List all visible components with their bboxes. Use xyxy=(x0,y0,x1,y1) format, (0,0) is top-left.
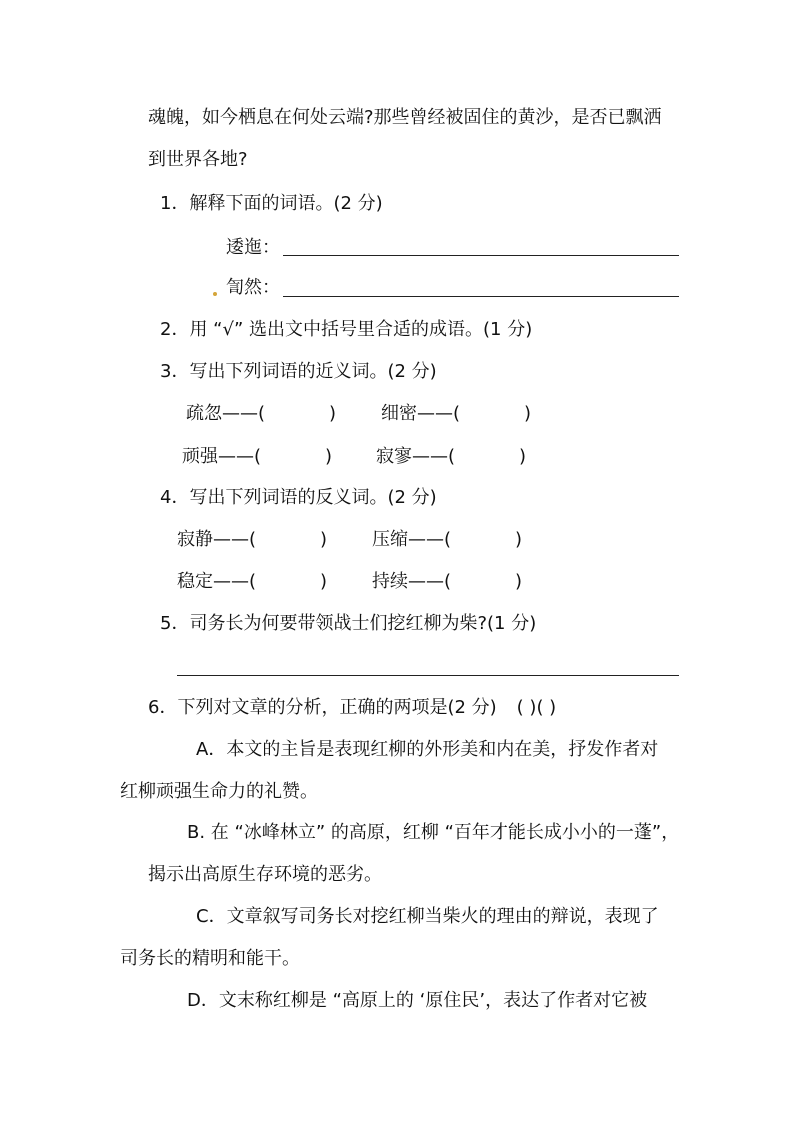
option-a-line-1: A．本文的主旨是表现红柳的外形美和内在美，抒发作者对 xyxy=(196,739,659,760)
question-2-label: 2．用 “√” 选出文中括号里合适的成语。(1 分) xyxy=(160,319,533,340)
passage-line-2: 到世界各地? xyxy=(148,149,248,170)
option-b-line-2: 揭示出高原生存环境的恶劣。 xyxy=(148,864,382,885)
passage-line-1: 魂魄，如今栖息在何处云端?那些曾经被固住的黄沙，是否已飘洒 xyxy=(148,107,662,128)
synonym-item-1: 疏忽——( ) xyxy=(186,403,337,424)
term-label-2: 訇然： xyxy=(226,277,280,298)
synonym-item-4: 寂寥——( ) xyxy=(376,446,527,467)
answer-line-term-1[interactable] xyxy=(283,255,679,256)
answer-line-question-5[interactable] xyxy=(177,675,679,676)
bullet-dot-icon xyxy=(213,292,217,296)
question-3-label: 3．写出下列词语的近义词。(2 分) xyxy=(160,361,437,382)
option-c-line-1: C．文章叙写司务长对挖红柳当柴火的理由的辩说，表现了 xyxy=(196,906,659,927)
option-a-line-2: 红柳顽强生命力的礼赞。 xyxy=(120,781,318,802)
option-c-line-2: 司务长的精明和能干。 xyxy=(120,948,300,969)
question-4-label: 4．写出下列词语的反义词。(2 分) xyxy=(160,487,437,508)
option-b-line-1: B. 在 “冰峰林立” 的高原，红柳 “百年才能长成小小的一蓬”， xyxy=(187,822,680,843)
antonym-item-1: 寂静——( ) xyxy=(177,529,328,550)
question-6-label: 6．下列对文章的分析，正确的两项是(2 分) ( )( ) xyxy=(148,697,557,718)
antonym-item-2: 压缩——( ) xyxy=(372,529,523,550)
synonym-item-2: 细密——( ) xyxy=(381,403,532,424)
question-5-label: 5．司务长为何要带领战士们挖红柳为柴?(1 分) xyxy=(160,613,537,634)
answer-blanks[interactable]: ( )( ) xyxy=(516,697,557,718)
antonym-item-3: 稳定——( ) xyxy=(177,571,328,592)
answer-line-term-2[interactable] xyxy=(283,296,679,297)
antonym-item-4: 持续——( ) xyxy=(372,571,523,592)
option-d-line-1: D．文末称红柳是 “高原上的 ‘原住民’，表达了作者对它被 xyxy=(187,990,648,1011)
synonym-item-3: 顽强——( ) xyxy=(182,446,333,467)
term-label-1: 逶迤： xyxy=(226,237,280,258)
question-1-label: 1．解释下面的词语。(2 分) xyxy=(160,193,383,214)
